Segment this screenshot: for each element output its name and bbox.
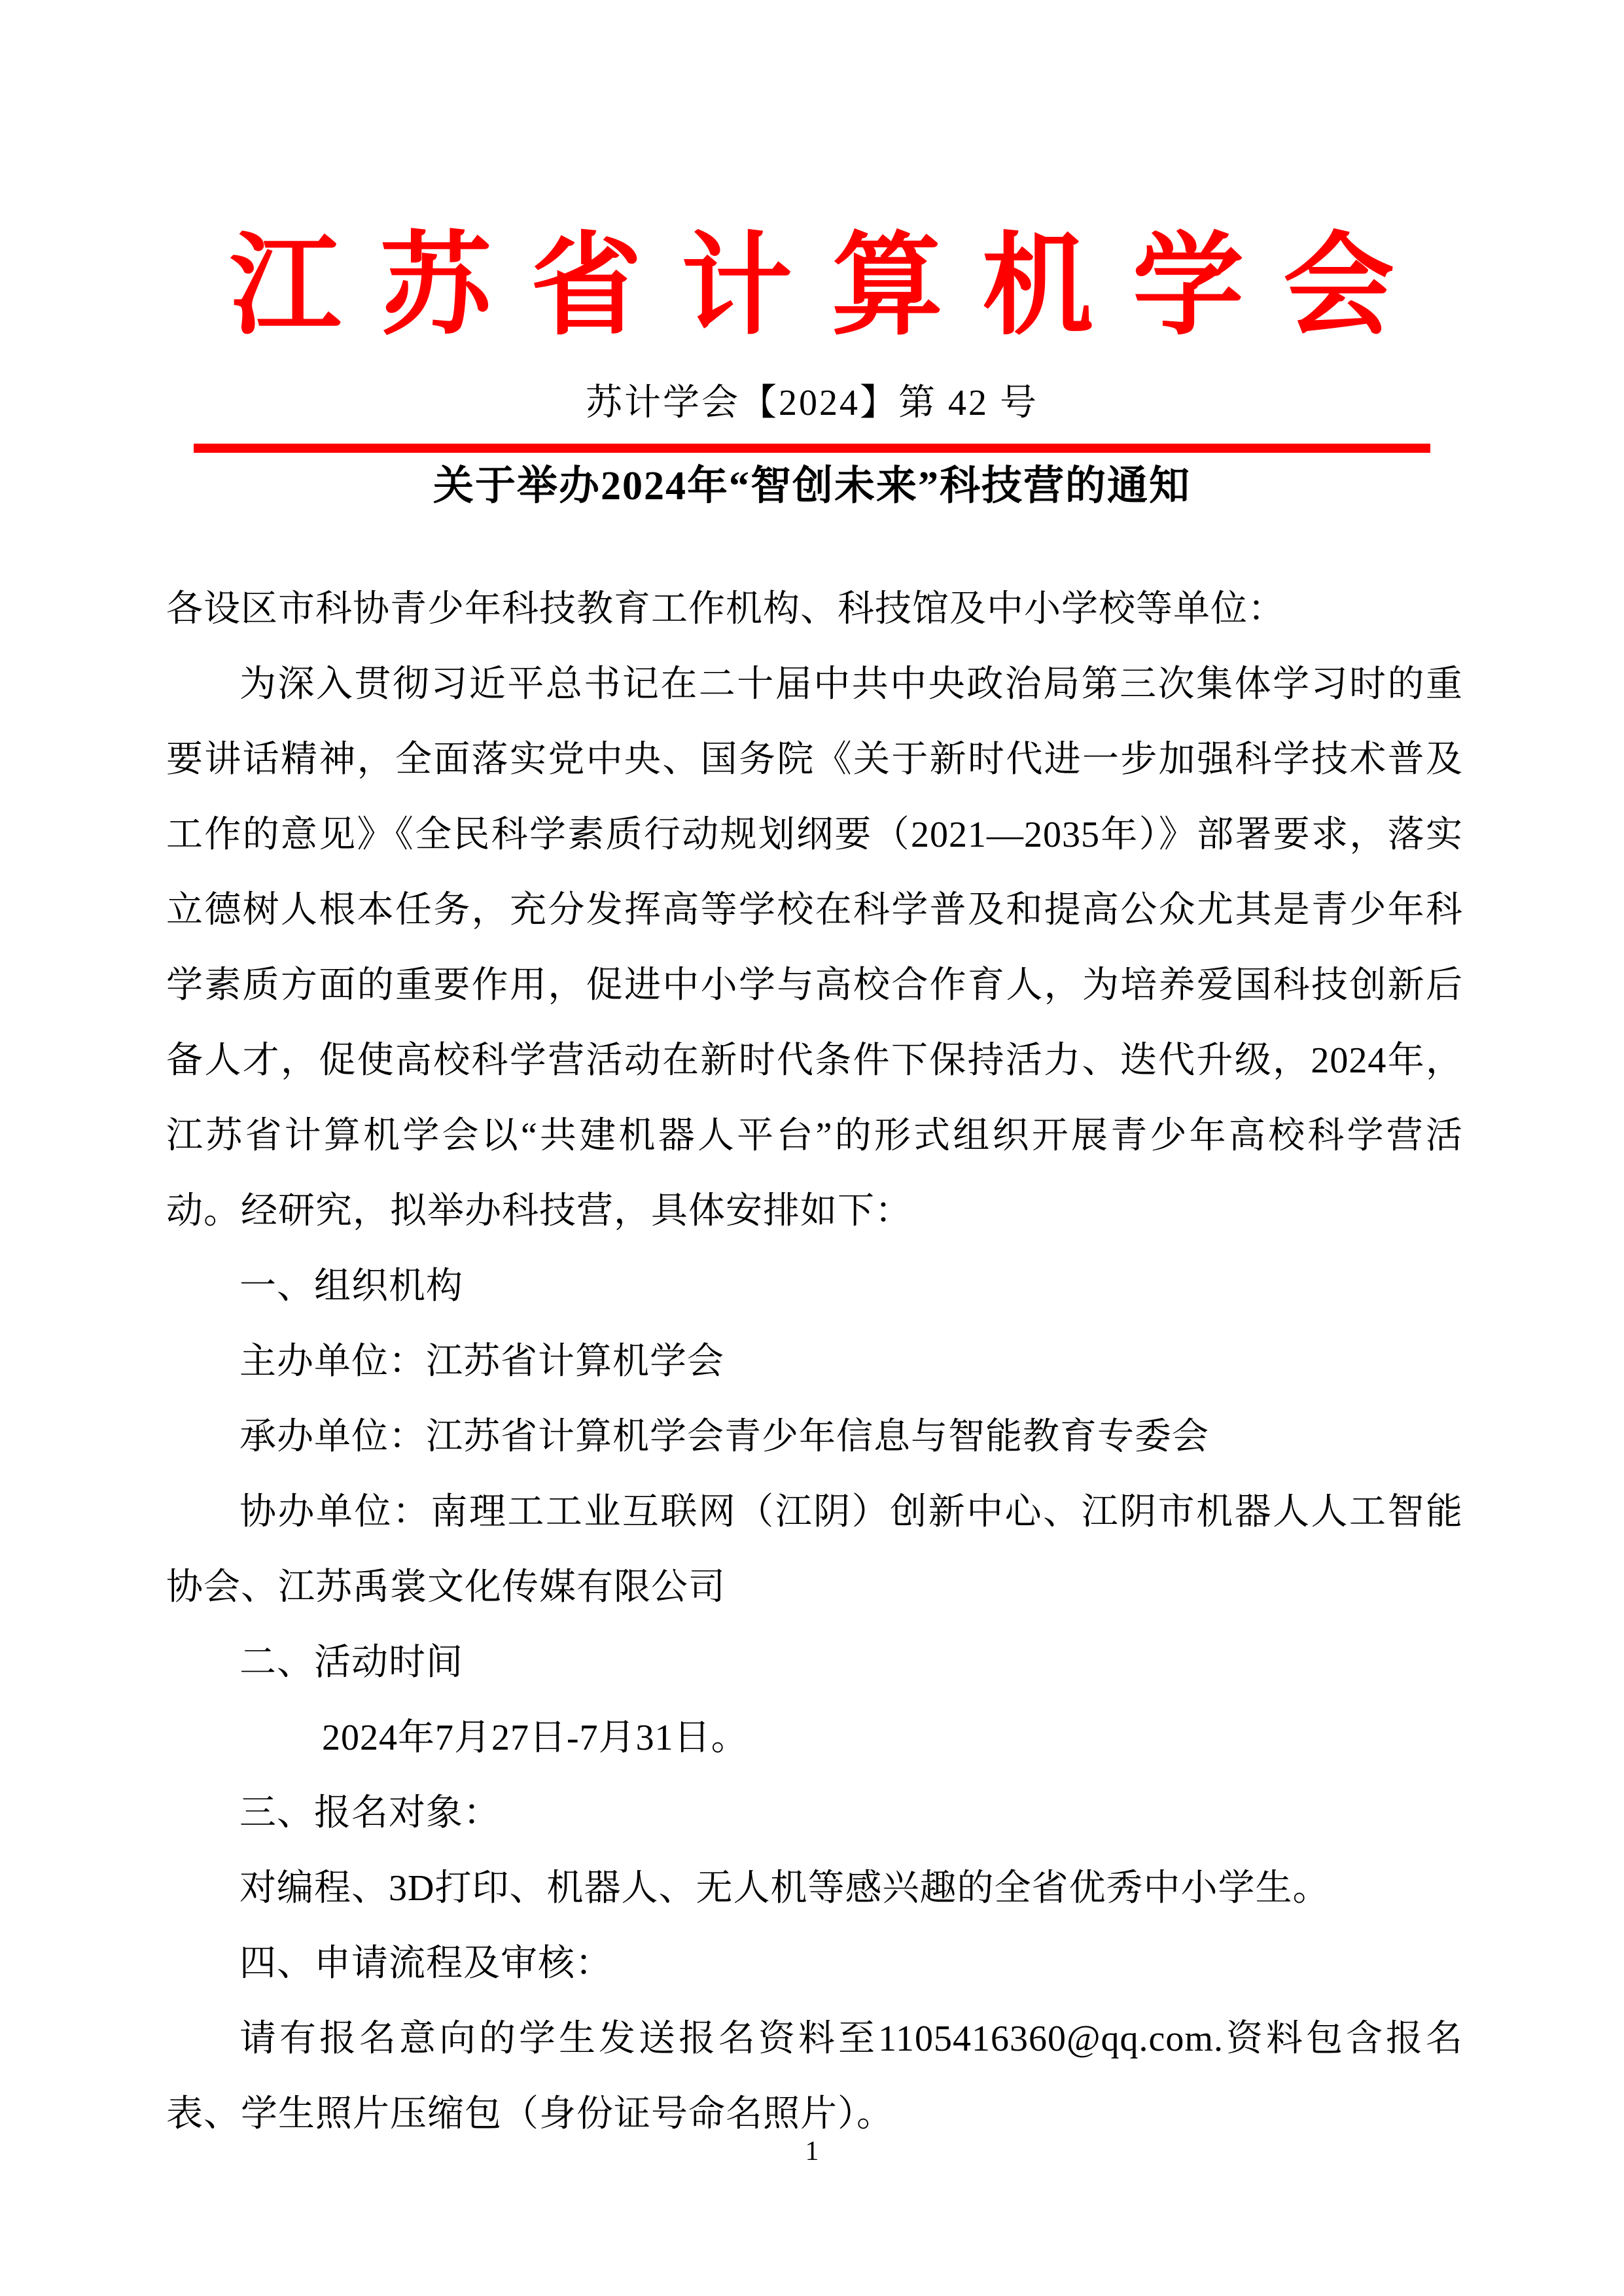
intro-paragraph: 为深入贯彻习近平总书记在二十届中共中央政治局第三次集体学习时的重要讲话精神，全面落实党中央、国务院《关于新时代进一步加强科学技术普及工作的意见》《全民科学素质行动规划纲要（2021—2035年）》部署要求，落实立德树人根本任务，充分发挥高等学校在科学普及和提高公众尤其是青少年科学素质方面的重要作用，促进中小学与高校合作育人，为培养爱国科技创新后备人才，促使高校科学营活动在新时代条件下保持活力、迭代升级，2024年，江苏省计算机学会以“共建机器人平台”的形式组织开展青少年高校科学营活动。经研究，拟举办科技营，具体安排如下： — [166, 664, 1463, 1231]
red-divider-rule — [194, 444, 1430, 453]
document-header — [0, 0, 1624, 510]
doc-title: 关于举办2024年“智创未来”科技营的通知 — [432, 464, 1191, 508]
organizer-unit-line: 承办单位：江苏省计算机学会青少年信息与智能教育专委会 — [239, 1417, 1209, 1457]
host-unit-line: 主办单位：江苏省计算机学会 — [239, 1341, 724, 1382]
salutation-line: 各设区市科协青少年科技教育工作机构、科技馆及中小学校等单位： — [166, 589, 1285, 629]
org-masthead-title: 江苏省计算机学会 — [229, 225, 1434, 348]
section-heading-audience: 三、报名对象： — [239, 1793, 501, 1833]
co-organizer-unit-line: 协办单位：南理工工业互联网（江阴）创新中心、江阴市机器人人工智能协会、江苏禹裳文化传媒有限公司 — [166, 1492, 1463, 1608]
section-heading-organization: 一、组织机构 — [239, 1266, 463, 1307]
document-body — [166, 572, 1463, 2152]
page-number: 1 — [805, 2136, 819, 2166]
event-date-line: 2024年7月27日-7月31日。 — [322, 1718, 749, 1758]
section-heading-application: 四、申请流程及审核： — [239, 1943, 612, 1984]
doc-number: 苏计学会【2024】第 42 号 — [586, 383, 1038, 423]
section-heading-time: 二、活动时间 — [239, 1642, 463, 1683]
target-audience-line: 对编程、3D打印、机器人、无人机等感兴趣的全省优秀中小学生。 — [239, 1868, 1330, 1909]
application-process-line: 请有报名意向的学生发送报名资料至1105416360@qq.com.资料包含报名表、学生照片压缩包（身份证号命名照片）。 — [166, 2019, 1463, 2134]
